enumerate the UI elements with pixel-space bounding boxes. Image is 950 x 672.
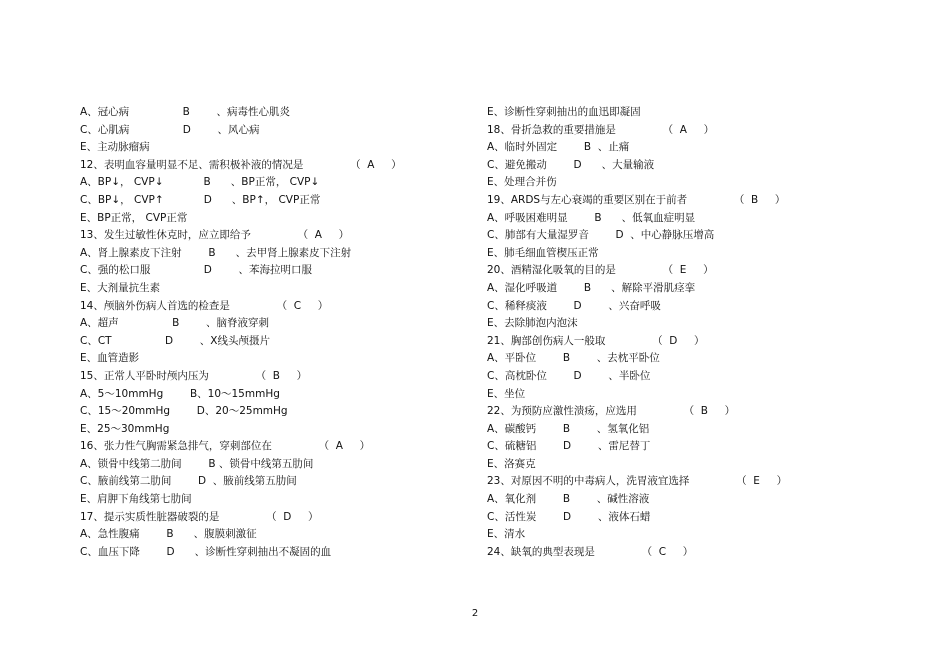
text-line: A、肾上腺素皮下注射 B 、去甲肾上腺素皮下注射 <box>80 246 352 259</box>
text-line: A、氧化剂 B 、碱性溶液 <box>487 493 650 506</box>
text-line: C、稀释痰液 D 、兴奋呼吸 <box>487 299 661 312</box>
text-line: E、清水 <box>487 528 526 541</box>
text-line: A、湿化呼吸道 B 、解除平滑肌痉挛 <box>487 281 696 294</box>
question-line: 19、ARDS与左心衰竭的重要区别在于前者 （ B ） <box>487 193 786 206</box>
text-line: A、5～10mmHg B、10～15mmHg <box>80 387 280 400</box>
text-line: A、超声 B 、脑脊液穿刺 <box>80 317 269 330</box>
text-line: A、BP↓， CVP↓ B 、BP正常， CVP↓ <box>80 176 320 189</box>
text-line: C、CT D 、X线头颅摄片 <box>80 334 270 347</box>
question-line: 12、表明血容量明显不足、需积极补液的情况是 （ A ） <box>80 158 402 171</box>
text-line: C、强的松口服 D 、苯海拉明口服 <box>80 264 313 277</box>
question-line: 23、对原因不明的中毒病人，洗胃液宜选择 （ E ） <box>487 475 788 488</box>
text-line: E、25～30mmHg <box>80 422 170 435</box>
question-line: 21、胸部创伤病人一般取 （ D ） <box>487 334 705 347</box>
left-column <box>80 104 480 561</box>
text-line: E、肩胛下角线第七肋间 <box>80 493 192 506</box>
text-line: C、肺部有大量湿罗音 D 、中心静脉压增高 <box>487 229 715 242</box>
text-line: E、去除肺泡内泡沫 <box>487 317 578 330</box>
text-line: C、避免搬动 D 、大量输液 <box>487 158 655 171</box>
text-line: A、呼吸困难明显 B 、低氧血症明显 <box>487 211 696 224</box>
text-line: C、活性炭 D 、液体石蜡 <box>487 510 651 523</box>
text-line: A、碳酸钙 B 、氢氧化铝 <box>487 422 650 435</box>
text-line: A、急性腹痛 B 、腹膜刺激征 <box>80 528 257 541</box>
text-line: A、冠心病 B 、病毒性心肌炎 <box>80 106 290 118</box>
text-line: A、锁骨中线第二肋间 B 、锁骨中线第五肋间 <box>80 457 314 470</box>
text-line: E、洛赛克 <box>487 457 536 470</box>
question-line: 24、缺氧的典型表现是 （ C ） <box>487 545 694 558</box>
text-line: E、诊断性穿刺抽出的血迅即凝固 <box>487 106 641 118</box>
question-line: 15、正常人平卧时颅内压为 （ B ） <box>80 369 308 382</box>
text-line: E、BP正常， CVP正常 <box>80 211 188 224</box>
text-line: E、坐位 <box>487 387 526 400</box>
text-line: C、硫糖铝 D 、雷尼替丁 <box>487 440 651 453</box>
question-line: 16、张力性气胸需紧急排气，穿刺部位在 （ A ） <box>80 440 371 453</box>
text-line: C、血压下降 D 、诊断性穿刺抽出不凝固的血 <box>80 545 332 558</box>
text-line: C、心肌病 D 、风心病 <box>80 123 260 136</box>
text-line: C、高枕卧位 D 、半卧位 <box>487 369 651 382</box>
question-line: 20、酒精湿化吸氧的目的是 （ E ） <box>487 264 714 277</box>
question-line: 22、为预防应激性溃疡，应选用 （ B ） <box>487 405 736 418</box>
question-line: 18、骨折急救的重要措施是 （ A ） <box>487 123 715 136</box>
text-line: E、主动脉瘤病 <box>80 141 150 154</box>
text-line: A、临时外固定 B 、止痛 <box>487 141 630 154</box>
text-line: C、15～20mmHg D、20～25mmHg <box>80 405 288 418</box>
right-column <box>487 104 907 561</box>
text-line: E、处理合并伤 <box>487 176 557 189</box>
text-line: E、大剂量抗生素 <box>80 281 161 294</box>
page-number: 2 <box>471 608 479 619</box>
question-line: 14、颅脑外伤病人首选的检查是 （ C ） <box>80 299 329 312</box>
text-line: C、BP↓， CVP↑ D 、BP↑， CVP正常 <box>80 193 321 206</box>
question-line: 17、提示实质性脏器破裂的是 （ D ） <box>80 510 319 523</box>
text-line: E、肺毛细血管楔压正常 <box>487 246 599 259</box>
question-line: 13、发生过敏性休克时，应立即给予 （ A ） <box>80 229 350 242</box>
text-line: C、腋前线第二肋间 D 、腋前线第五肋间 <box>80 475 297 488</box>
text-line: A、平卧位 B 、去枕平卧位 <box>487 352 660 365</box>
text-line: E、血管造影 <box>80 352 140 365</box>
